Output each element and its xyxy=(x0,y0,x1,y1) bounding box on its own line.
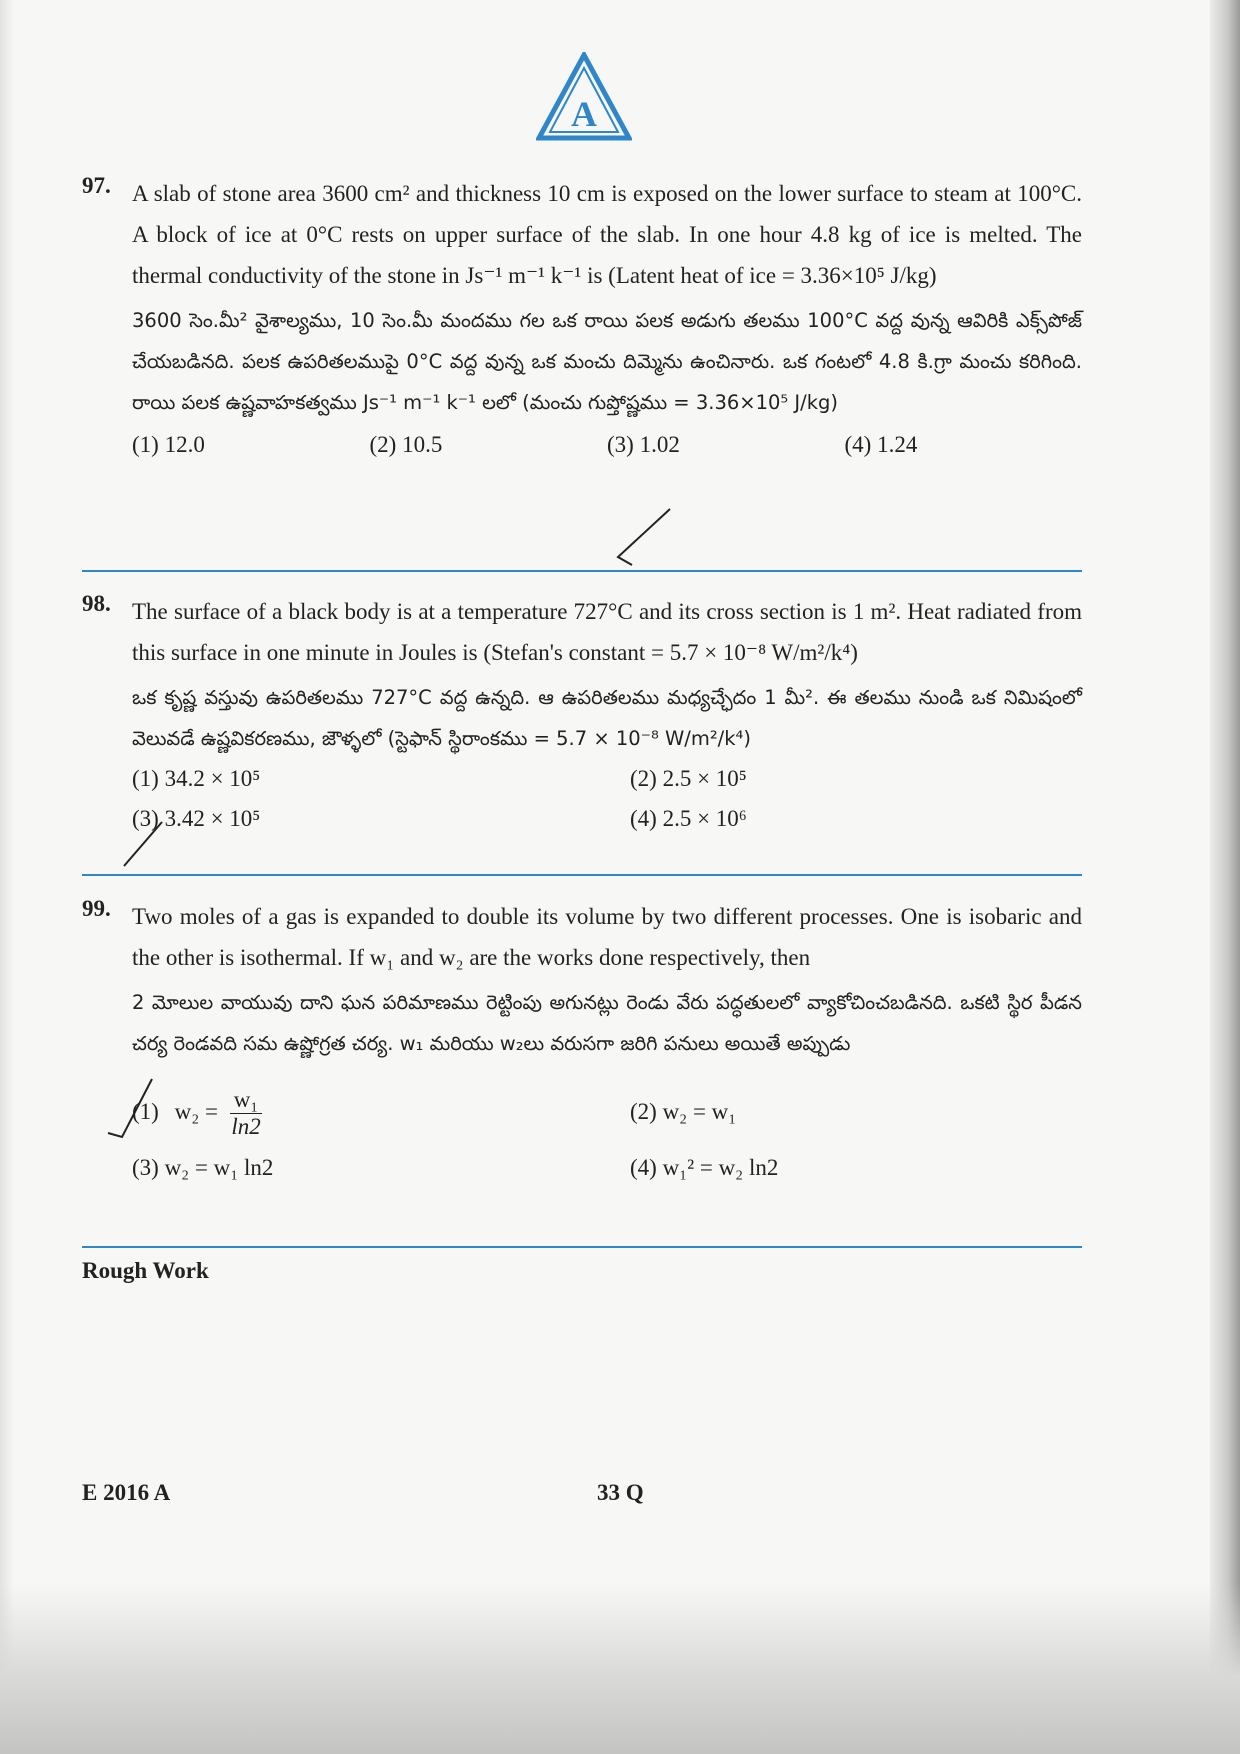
option-3[interactable]: (3) w₂ = w₁ ln2 xyxy=(132,1155,274,1181)
answer-options xyxy=(132,425,1082,465)
fraction: $\frac{\text{w₁}}{\ln 2}$ xyxy=(231,1087,261,1140)
option-3[interactable]: (3) 1.02 xyxy=(607,432,680,457)
page-bottom-shadow xyxy=(0,1584,1240,1754)
question-text-telugu: 2 మోలుల వాయువు దాని ఘన పరిమాణము రెట్టింపు అగునట్లు రెండు వేరు పద్ధతులలో వ్యాకోచించబడినది. ఒకటి స్థిర పీడన చర్య రెండవది సమ ఉష్ణోగ్రత చర్య. w₁ మరియు w₂లు వరుసగా జరిగి పనులు అయితే అప్పుడు xyxy=(132,991,1082,1055)
question-97 xyxy=(82,173,1082,465)
page-number: 33 Q xyxy=(597,1480,644,1505)
option-3[interactable]: (3) 3.42 × 10⁵ xyxy=(132,806,261,831)
page-left-shadow xyxy=(0,0,14,1754)
version-letter: A xyxy=(571,94,597,134)
question-text-english: Two moles of a gas is expanded to double its volume by two different processes. One is isobaric and the other is isothermal. If w₁ and w₂ are the works done respectively, then xyxy=(132,904,1082,970)
pen-tick-mark xyxy=(118,818,178,870)
divider xyxy=(82,570,1082,572)
option-1[interactable]: (1) 12.0 xyxy=(132,432,205,457)
footer-code: E 2016 A xyxy=(82,1480,171,1505)
question-99 xyxy=(82,896,1082,1196)
option-1[interactable]: (1) w₂ = $\frac{\text{w₁}}{\ln 2}$ xyxy=(132,1087,261,1140)
option-1[interactable]: (1) 34.2 × 10⁵ xyxy=(132,766,261,791)
pen-tick-mark xyxy=(610,505,680,570)
question-98 xyxy=(82,591,1082,839)
question-number: 99. xyxy=(82,896,111,921)
option-2[interactable]: (2) 2.5 × 10⁵ xyxy=(630,766,747,791)
version-badge xyxy=(536,52,632,142)
question-number: 97. xyxy=(82,173,111,198)
answer-options xyxy=(132,1084,1082,1196)
question-number: 98. xyxy=(82,591,111,616)
divider xyxy=(82,1246,1082,1248)
question-text-english: The surface of a black body is at a temperature 727°C and its cross section is 1 m². Heat radiated from this surface in one minute in Joules is (Stefan's constant = 5.7 × 10⁻⁸ W/m²/k⁴) xyxy=(132,599,1082,665)
page-edge-shadow xyxy=(1210,0,1240,1754)
divider xyxy=(82,874,1082,876)
pen-tick-mark xyxy=(104,1075,164,1145)
option-4[interactable]: (4) w₁² = w₂ ln2 xyxy=(630,1155,779,1181)
option-2[interactable]: (2) w₂ = w₁ xyxy=(630,1099,737,1124)
question-text-telugu: 3600 సెం.మీ² వైశాల్యము, 10 సెం.మీ మందము గల ఒక రాయి పలక అడుగు తలము 100°C వద్ద వున్న ఆవిరికి ఎక్స్‌పోజ్ చేయబడినది. పలక ఉపరితలముపై 0°C వద్ద వున్న ఒక మంచు దిమ్మెను ఉంచినారు. ఒక గంటలో 4.8 కి.గ్రా మంచు కరిగింది. రాయి పలక ఉష్ణవాహకత్వము Js⁻¹ m⁻¹ k⁻¹ లలో (మంచు గుప్తోష్ణము = 3.36×10⁵ J/kg) xyxy=(132,309,1082,414)
option-2[interactable]: (2) 10.5 xyxy=(369,432,443,457)
question-text-telugu: ఒక కృష్ణ వస్తువు ఉపరితలము 727°C వద్ద ఉన్నది. ఆ ఉపరితలము మధ్యచ్ఛేదం 1 మీ². ఈ తలము నుండి ఒక నిమిషంలో వెలువడే ఉష్ణవికరణము, జౌళ్ళలో (స్టెఫాన్ స్థిరాంకము = 5.7 × 10⁻⁸ W/m²/k⁴) xyxy=(132,686,1082,750)
rough-work-label: Rough Work xyxy=(82,1258,209,1283)
option-4[interactable]: (4) 2.5 × 10⁶ xyxy=(630,806,747,831)
question-text-english: A slab of stone area 3600 cm² and thickness 10 cm is exposed on the lower surface to steam at 100°C. A block of ice at 0°C rests on upper surface of the slab. In one hour 4.8 kg of ice is melted. The thermal conductivity of the stone in Js⁻¹ m⁻¹ k⁻¹ is (Latent heat of ice = 3.36×10⁵ J/kg) xyxy=(132,181,1082,288)
answer-options xyxy=(132,759,1082,839)
option-4[interactable]: (4) 1.24 xyxy=(844,432,918,457)
